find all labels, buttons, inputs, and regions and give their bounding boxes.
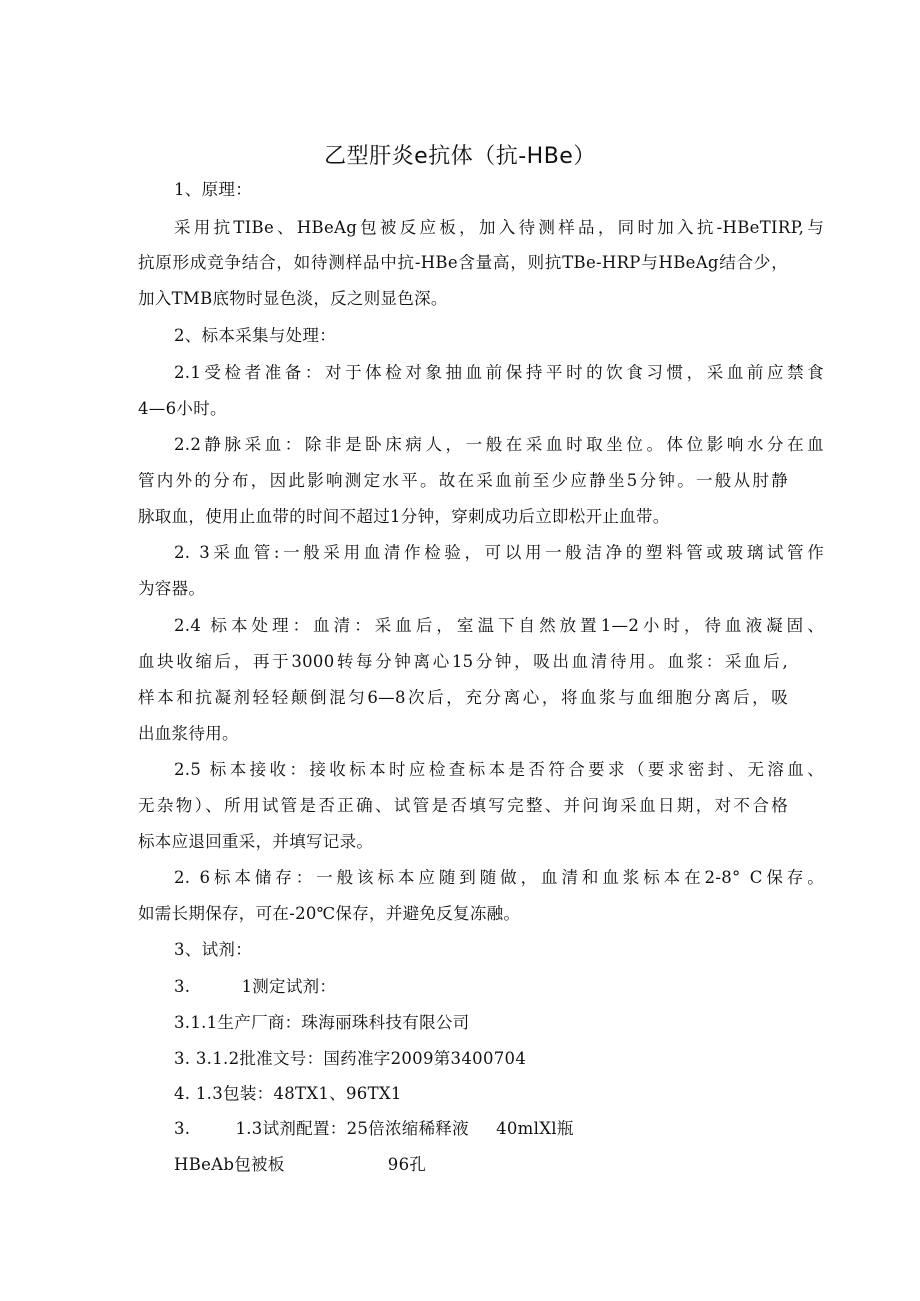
section-1-heading: 1、原理： (174, 180, 252, 199)
section-2-6-line-1: 2. 6标本储存：一般该标本应随到随做，血清和血浆标本在2-8° C保存。 (174, 868, 824, 887)
section-3-1-title: 1测定试剂： (241, 977, 337, 996)
section-2-4-line-2: 血块收缩后，再于3000转每分钟离心15分钟，吸出血清待用。血浆：采血后, (138, 652, 788, 671)
section-2-2-line-3: 脉取血，使用止血带的时间不超过1分钟，穿刺成功后立即松开止血带。 (138, 507, 670, 526)
section-2-5-line-3: 标本应退回重采，并填写记录。 (138, 832, 374, 851)
section-2-1-line-1: 2.1受检者准备：对于体检对象抽血前保持平时的饮食习惯，采血前应禁食 (174, 363, 824, 382)
section-2-6-line-2: 如需长期保存，可在-20℃保存，并避免反复冻融。 (138, 904, 521, 923)
section-3-1-heading (138, 975, 824, 999)
section-2-heading: 2、标本采集与处理： (174, 326, 336, 345)
section-2-2-line-2: 管内外的分布，因此影响测定水平。故在采血前至少应静坐5分钟。一般从肘静 (138, 471, 788, 490)
section-2-4-line-4: 出血浆待用。 (138, 724, 239, 743)
section-2-1-line-2: 4—6小时。 (138, 399, 227, 418)
reagent-config-label: 1.3试剂配置：25倍浓缩稀释液 (235, 1119, 469, 1138)
section-3-1-3-reagent-config (138, 1117, 824, 1141)
principle-paragraph-line-3: 加入TMB底物时显色淡，反之则显色深。 (138, 289, 448, 308)
section-2-4-line-3: 样本和抗凝剂轻轻颠倒混匀6—8次后，充分离心，将血浆与血细胞分离后，吸 (138, 688, 788, 707)
reagent-config-volume: 40mlXl瓶 (496, 1119, 574, 1138)
section-2-4-line-1: 2.4 标本处理：血清：采血后，室温下自然放置1—2小时，待血液凝固、 (174, 616, 824, 635)
section-3-1-number: 3. (174, 977, 191, 996)
section-3-1-3-packaging: 4. 1.3包装：48TX1、96TX1 (174, 1084, 402, 1103)
section-3-1-2-approval-number: 3. 3.1.2批准文号：国药准字2009第3400704 (174, 1049, 527, 1068)
principle-paragraph-line-2: 抗原形成竞争结合，如待测样品中抗-HBe含量高，则抗TBe-HRP与HBeAg结合少， (138, 253, 788, 272)
reagent-quantity: 96孔 (387, 1155, 427, 1174)
reagent-row (138, 1153, 824, 1177)
section-2-5-line-2: 无杂物）、所用试管是否正确、试管是否填写完整、并问询采血日期，对不合格 (138, 796, 788, 815)
section-3-heading: 3、试剂： (174, 940, 252, 959)
section-2-2-line-1: 2.2静脉采血：除非是卧床病人，一般在采血时取坐位。体位影响水分在血 (174, 435, 824, 454)
reagent-config-number: 3. (174, 1119, 191, 1138)
principle-paragraph-line-1: 采用抗TIBe、HBeAg包被反应板，加入待测样品，同时加入抗-HBeTIRP,与 (174, 218, 824, 237)
section-2-5-line-1: 2.5 标本接收：接收标本时应检查标本是否符合要求（要求密封、无溶血、 (174, 760, 824, 779)
reagent-name: HBeAb包被板 (174, 1155, 285, 1174)
section-3-1-1-manufacturer: 3.1.1生产厂商：珠海丽珠科技有限公司 (174, 1013, 470, 1032)
page-title: 乙型肝炎e抗体（抗-HBe） (324, 144, 596, 169)
section-2-3-line-2: 为容器。 (138, 579, 206, 598)
section-2-3-line-1: 2. 3采血管:一般采用血清作检验，可以用一般洁净的塑料管或玻璃试管作 (174, 543, 824, 562)
